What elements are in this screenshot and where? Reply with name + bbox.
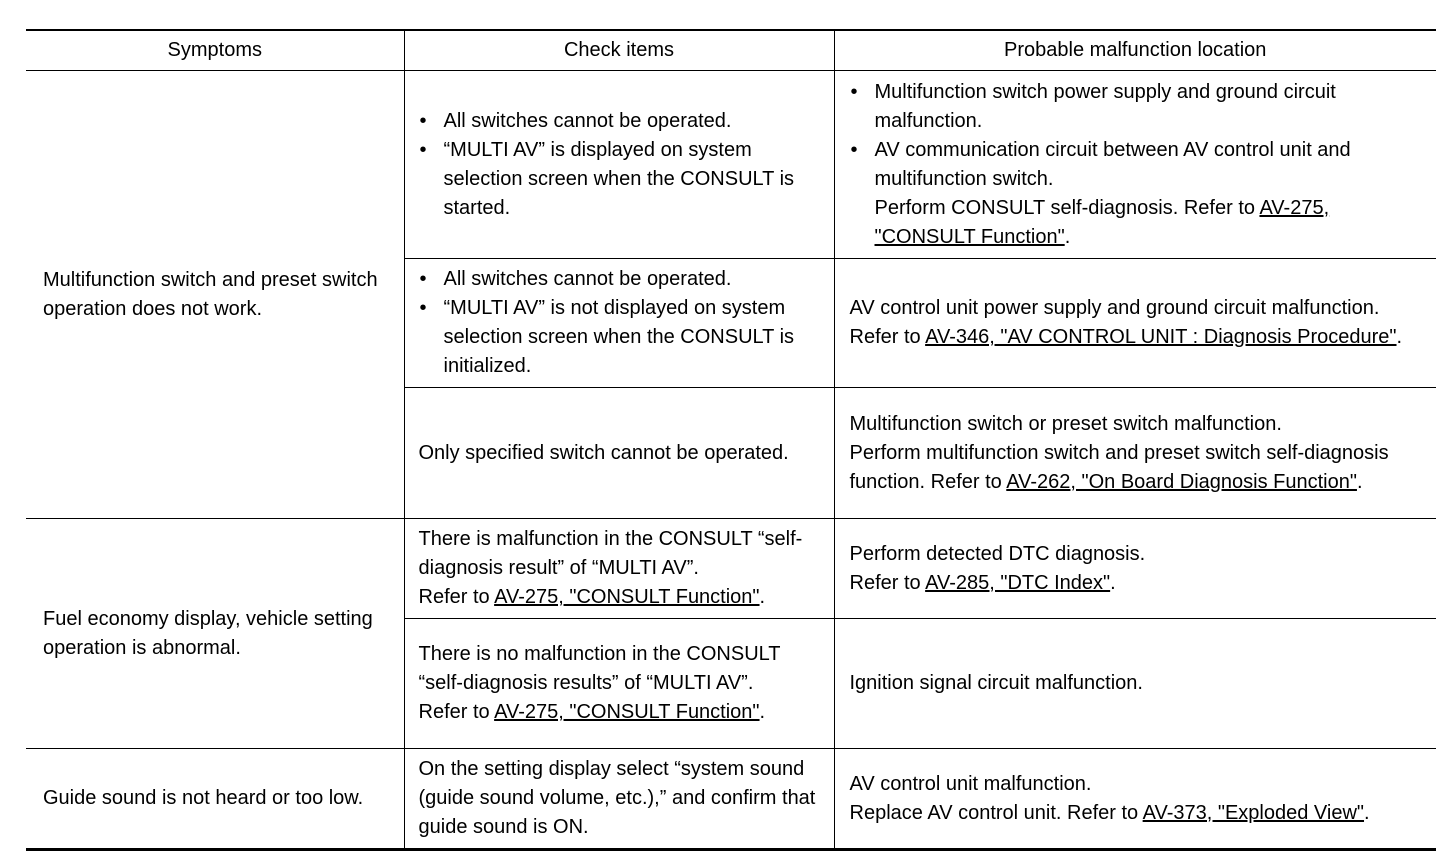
reference-link[interactable]: AV-285, "DTC Index" — [925, 571, 1111, 594]
check-items-cell — [404, 388, 834, 519]
location-end: . — [1356, 470, 1363, 493]
check-item: • All switches cannot be operated. — [419, 265, 826, 294]
location-line: Multifunction switch or preset switch malfunction. — [849, 412, 1282, 435]
symptom-cell — [26, 519, 404, 749]
check-item-text: There is no malfunction in the CONSULT “self-diagnosis results” of “MULTI AV”. — [418, 643, 781, 694]
check-items-cell — [404, 519, 834, 619]
check-item-text: Only specified switch cannot be operated. — [418, 441, 789, 464]
location-text: AV control unit power supply and ground circuit malfunction. Refer to — [849, 297, 1380, 348]
check-item: • “MULTI AV” is not displayed on system selection screen when the CONSULT is initialized. — [419, 294, 826, 381]
check-items-list — [419, 265, 826, 381]
reference-link[interactable]: AV-346, "AV CONTROL UNIT : Diagnosis Procedure" — [925, 326, 1397, 348]
reference-link[interactable]: AV-262, "On Board Diagnosis Function" — [1006, 470, 1357, 493]
location-item-text: AV communication circuit between AV control unit and multifunction switch. — [874, 138, 1351, 190]
header-symptoms: Symptoms — [26, 30, 404, 71]
probable-location-cell — [834, 749, 1436, 850]
probable-location-cell — [834, 259, 1436, 388]
check-ref-end: . — [759, 586, 766, 608]
location-item: • Multifunction switch power supply and ground circuit malfunction. — [850, 78, 1427, 136]
check-item: • “MULTI AV” is displayed on system selection screen when the CONSULT is started. — [419, 136, 826, 223]
check-ref-prefix: Refer to — [418, 586, 495, 608]
location-line: Perform detected DTC diagnosis. — [849, 542, 1146, 565]
symptom-text: Multifunction switch and preset switch operation does not work. — [43, 268, 378, 320]
check-item-text: On the setting display select “system sound (guide sound volume, etc.),” and confirm that guide sound is ON. — [418, 758, 816, 838]
check-items-cell — [404, 619, 834, 749]
reference-link[interactable]: AV-373, "Exploded View" — [1142, 801, 1365, 824]
location-list — [850, 78, 1427, 252]
location-note-end: . — [1064, 225, 1071, 248]
probable-location-cell — [834, 71, 1436, 259]
symptom-cell — [26, 71, 404, 519]
probable-location-cell — [834, 388, 1436, 519]
location-line: Ignition signal circuit malfunction. — [849, 672, 1143, 694]
check-ref-prefix: Refer to — [418, 701, 495, 723]
check-items-cell — [404, 71, 834, 259]
probable-location-cell — [834, 619, 1436, 749]
location-note-text: Perform CONSULT self-diagnosis. Refer to — [874, 196, 1260, 219]
header-check-items: Check items — [404, 30, 834, 71]
reference-link[interactable]: AV-275, "CONSULT Function" — [494, 586, 760, 608]
location-line: AV control unit malfunction. — [849, 772, 1092, 795]
table-header-row — [26, 30, 1436, 71]
location-text: Refer to — [849, 571, 926, 594]
location-end: . — [1364, 801, 1370, 824]
check-items-list — [419, 107, 826, 223]
reference-link[interactable]: AV-275, "CONSULT Function" — [874, 196, 1330, 248]
reference-link[interactable]: AV-275, "CONSULT Function" — [494, 701, 760, 723]
header-probable-location: Probable malfunction location — [834, 30, 1436, 71]
diagnosis-table — [26, 29, 1436, 851]
symptom-text: Guide sound is not heard or too low. — [43, 787, 364, 809]
location-end: . — [1110, 571, 1116, 594]
symptom-text: Fuel economy display, vehicle setting operation is abnormal. — [43, 607, 373, 659]
check-items-cell — [404, 749, 834, 850]
check-item-text: There is malfunction in the CONSULT “self-diagnosis result” of “MULTI AV”. — [418, 528, 803, 579]
check-ref-end: . — [759, 701, 766, 723]
location-end: . — [1396, 326, 1403, 348]
symptom-cell — [26, 749, 404, 850]
check-item: • All switches cannot be operated. — [419, 107, 826, 136]
table-row — [26, 749, 1436, 850]
location-item — [850, 136, 1427, 252]
location-text: Replace AV control unit. Refer to — [849, 801, 1143, 824]
table-row — [26, 71, 1436, 259]
check-items-cell — [404, 259, 834, 388]
probable-location-cell — [834, 519, 1436, 619]
table-row — [26, 519, 1436, 619]
location-text: Perform multifunction switch and preset switch self-diagnosis function. Refer to — [849, 441, 1389, 493]
